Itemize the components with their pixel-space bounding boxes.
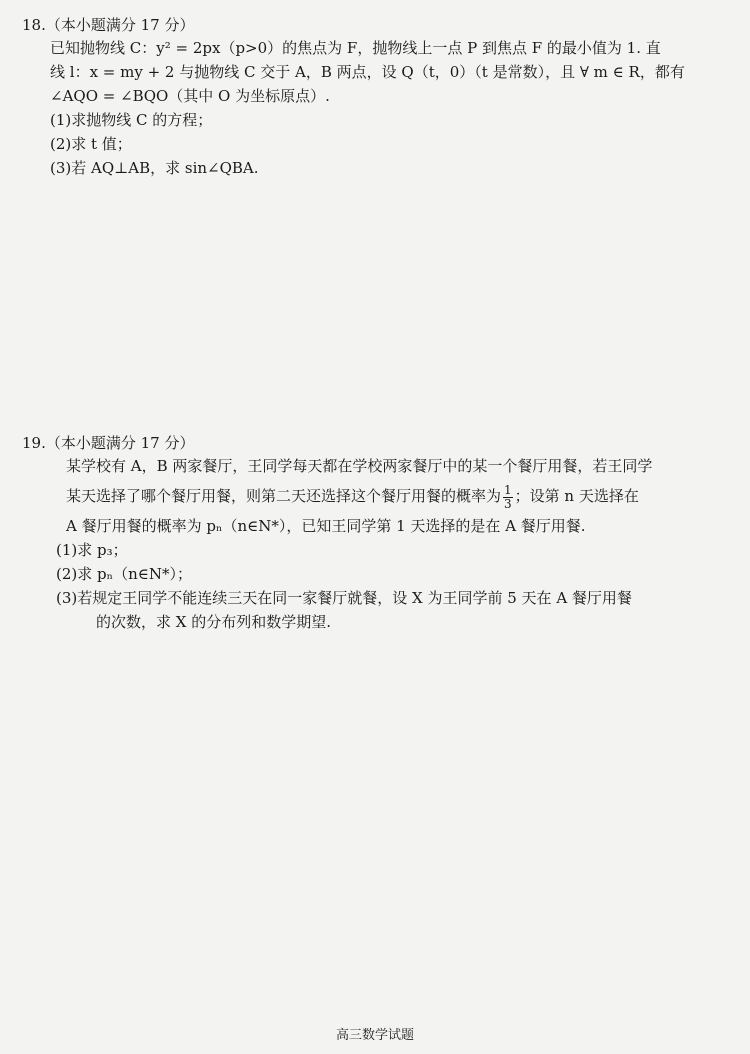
problem-19-stem-line-2-start: 某天选择了哪个餐厅用餐，则第二天还选择这个餐厅用餐的概率为 xyxy=(66,487,502,505)
problem-18-stem-line-2: 线 l：x = my + 2 与抛物线 C 交于 A，B 两点，设 Q（t，0）（t 是常数），且 ∀ m ∈ R，都有 xyxy=(50,63,685,81)
problem-18 xyxy=(22,14,732,180)
problem-19-question-3-continued: 的次数，求 X 的分布列和数学期望. xyxy=(96,613,331,631)
problem-19-question-2: (2)求 pₙ（n∈N*）； xyxy=(56,565,192,583)
problem-19-stem-line-2 xyxy=(22,478,732,514)
problem-19-stem-line-2-end: ；设第 n 天选择在 xyxy=(514,487,639,505)
problem-18-question-3: (3)若 AQ⊥AB，求 sin∠QBA. xyxy=(50,159,259,177)
problem-18-header: 18.（本小题满分 17 分） xyxy=(22,16,195,34)
probability-fraction xyxy=(503,484,513,511)
fraction-denominator: 3 xyxy=(504,496,512,511)
problem-19-stem-line-3: A 餐厅用餐的概率为 pₙ（n∈N*），已知王同学第 1 天选择的是在 A 餐厅用餐. xyxy=(66,517,586,535)
problem-19-stem-line-1: 某学校有 A，B 两家餐厅，王同学每天都在学校两家餐厅中的某一个餐厅用餐，若王同学 xyxy=(66,457,653,475)
problem-19-question-1: (1)求 p₃； xyxy=(56,541,128,559)
problem-19-question-3: (3)若规定王同学不能连续三天在同一家餐厅就餐，设 X 为王同学前 5 天在 A 餐厅用餐 xyxy=(56,589,632,607)
problem-18-question-1: (1)求抛物线 C 的方程； xyxy=(50,111,213,129)
problem-18-stem-line-3: ∠AQO = ∠BQO（其中 O 为坐标原点）. xyxy=(50,87,330,105)
problem-18-question-2: (2)求 t 值； xyxy=(50,135,132,153)
page-footer: 高三数学试题 xyxy=(335,1028,414,1043)
problem-19-header: 19.（本小题满分 17 分） xyxy=(22,434,195,452)
problem-18-stem-line-1: 已知抛物线 C：y² = 2px（p>0）的焦点为 F，抛物线上一点 P 到焦点 F 的最小值为 1. 直 xyxy=(50,39,661,57)
problem-19 xyxy=(22,432,732,634)
fraction-numerator: 1 xyxy=(504,482,512,497)
